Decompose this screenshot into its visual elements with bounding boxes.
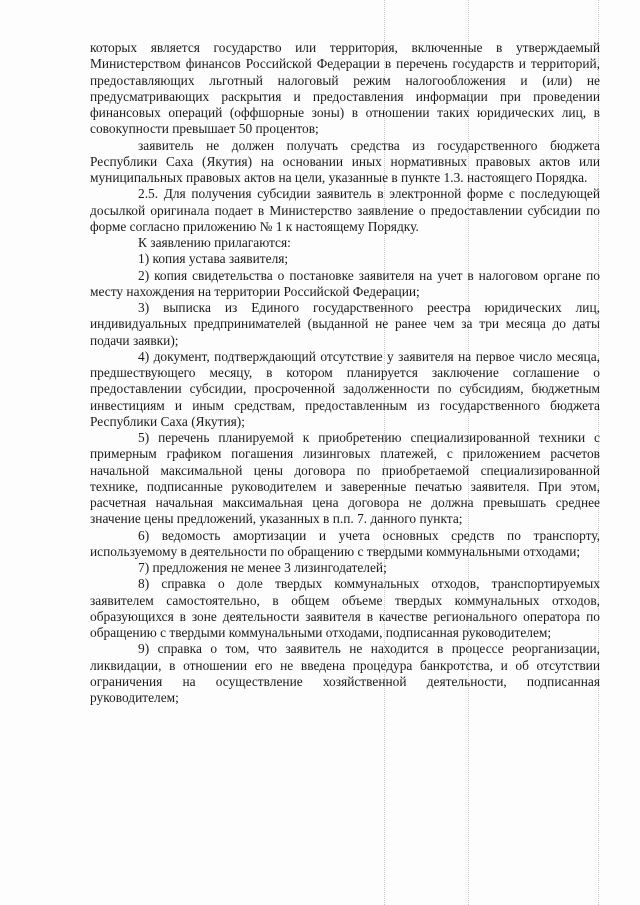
- list-item-8: 8) справка о доле твердых коммунальных отходов, транспортируемых заявителем самостоятельно, в общем объеме твердых коммунальных отходов, образующихся в зоне деятельности заявителя в качестве регионального оператора по обращению с твердыми коммунальными отходами, подписанная руководителем;: [90, 576, 600, 640]
- list-item-9: 9) справка о том, что заявитель не находится в процессе реорганизации, ликвидации, в отношении его не введена процедура банкротства, и об отсутствии ограничения на осуществление хозяйственной деятельности, подписанная руководителем;: [90, 641, 600, 705]
- list-item-7: 7) предложения не менее 3 лизингодателей;: [138, 560, 387, 575]
- paragraph-attachments-heading: К заявлению прилагаются:: [138, 235, 291, 250]
- paragraph-continuation: которых является государство или территория, включенные в утверждаемый Министерством финансов Российской Федерации в перечень государств и территорий, предоставляющих льготный налоговый режим налогообложения и (или) не предусматривающих раскрытия и предоставления информации при проведении финансовых операций (оффшорные зоны) в отношении таких юридических лиц, в совокупности превышает 50 процентов;: [90, 40, 600, 137]
- paragraph-budget-condition: заявитель не должен получать средства из государственного бюджета Республики Саха (Якутия) на основании иных нормативных правовых актов или муниципальных правовых актов на цели, указанные в пункте 1.3. настоящего Порядка.: [90, 137, 600, 185]
- list-item-4: 4) документ, подтверждающий отсутствие у заявителя на первое число месяца, предшествующего месяцу, в котором планируется заключение соглашение о предоставлении субсидии, просроченной задолженности по субсидиям, бюджетным инвестициям и иным средствам, предоставленным из государственного бюджета Республики Саха (Якутия);: [90, 348, 600, 429]
- list-item-6: 6) ведомость амортизации и учета основных средств по транспорту, используемому в деятельности по обращению с твердыми коммунальными отходами;: [90, 527, 600, 559]
- list-item-3: 3) выписка из Единого государственного реестра юридических лиц, индивидуальных предпринимателей (выданной не ранее чем за три месяца до даты подачи заявки);: [90, 300, 600, 348]
- list-item-2: 2) копия свидетельства о постановке заявителя на учет в налоговом органе по месту нахождения на территории Российской Федерации;: [90, 267, 600, 299]
- list-item-1: 1) копия устава заявителя;: [138, 251, 289, 267]
- paragraph-2-5: 2.5. Для получения субсидии заявитель в электронной форме с последующей досылкой оригинала подает в Министерство заявление о предоставлении субсидии по форме согласно приложению № 1 к настоящему Порядку.: [90, 186, 600, 234]
- document-body: [90, 40, 600, 706]
- list-item-5: 5) перечень планируемой к приобретению специализированной техники с примерным графиком погашения лизинговых платежей, с приложением расчетов начальной максимальной цены договора по приобретаемой специализированной технике, подписанные руководителем и заверенные печатью заявителя. При этом, расчетная начальная максимальная цена договора не должна превышать среднее значение цены предложений, указанных в п.п. 7. данного пункта;: [90, 430, 600, 527]
